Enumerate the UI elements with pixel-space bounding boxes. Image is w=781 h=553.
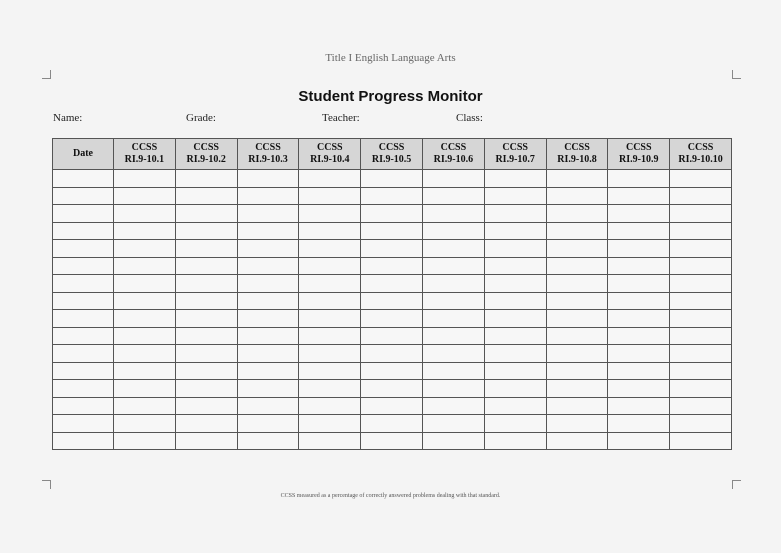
score-cell[interactable] <box>114 415 176 433</box>
standard-code-label: RI.9-10.9 <box>619 154 659 165</box>
score-cell[interactable] <box>114 187 176 205</box>
score-cell[interactable] <box>422 397 484 415</box>
date-cell[interactable] <box>53 240 114 258</box>
date-cell[interactable] <box>53 310 114 328</box>
table-row <box>53 222 732 240</box>
score-cell[interactable] <box>422 170 484 188</box>
score-cell[interactable] <box>546 240 608 258</box>
score-cell[interactable] <box>546 397 608 415</box>
table-row <box>53 257 732 275</box>
score-cell[interactable] <box>484 222 546 240</box>
date-cell[interactable] <box>53 187 114 205</box>
score-cell[interactable] <box>237 222 299 240</box>
score-cell[interactable] <box>175 240 237 258</box>
standard-code-label: RI.9-10.5 <box>371 154 412 165</box>
footer-note: CCSS measured as a percentage of correctly answered problems dealing with that standard. <box>280 493 501 499</box>
name-field-label: Name: <box>53 112 83 124</box>
score-cell[interactable] <box>608 397 670 415</box>
score-cell[interactable] <box>175 275 237 293</box>
score-cell[interactable] <box>175 327 237 345</box>
score-cell[interactable] <box>175 257 237 275</box>
standard-code-label: RI.9-10.7 <box>495 154 535 165</box>
score-cell[interactable] <box>670 292 732 310</box>
score-cell[interactable] <box>608 345 670 363</box>
score-cell[interactable] <box>670 362 732 380</box>
date-cell[interactable] <box>53 205 114 223</box>
standard-column-header <box>237 139 299 170</box>
date-cell[interactable] <box>53 275 114 293</box>
score-cell[interactable] <box>422 240 484 258</box>
score-cell[interactable] <box>670 397 732 415</box>
score-cell[interactable] <box>608 170 670 188</box>
standard-column-header <box>422 139 484 170</box>
score-cell[interactable] <box>361 327 423 345</box>
score-cell[interactable] <box>608 205 670 223</box>
standard-code-label: RI.9-10.2 <box>186 154 226 165</box>
score-cell[interactable] <box>422 222 484 240</box>
score-cell[interactable] <box>670 310 732 328</box>
score-cell[interactable] <box>422 345 484 363</box>
standard-prefix-label: CCSS <box>193 142 219 153</box>
date-cell[interactable] <box>53 397 114 415</box>
score-cell[interactable] <box>114 170 176 188</box>
score-cell[interactable] <box>175 292 237 310</box>
score-cell[interactable] <box>299 327 361 345</box>
score-cell[interactable] <box>361 292 423 310</box>
table-row <box>53 415 732 433</box>
table-row <box>53 240 732 258</box>
score-cell[interactable] <box>546 345 608 363</box>
score-cell[interactable] <box>237 257 299 275</box>
score-cell[interactable] <box>175 380 237 398</box>
standard-prefix-label: CCSS <box>440 142 467 153</box>
score-cell[interactable] <box>237 362 299 380</box>
score-cell[interactable] <box>175 170 237 188</box>
score-cell[interactable] <box>608 240 670 258</box>
date-cell[interactable] <box>53 257 114 275</box>
score-cell[interactable] <box>299 310 361 328</box>
standard-code-label: RI.9-10.1 <box>124 154 165 165</box>
score-cell[interactable] <box>237 380 299 398</box>
table-row <box>53 170 732 188</box>
score-cell[interactable] <box>114 397 176 415</box>
score-cell[interactable] <box>546 222 608 240</box>
score-cell[interactable] <box>670 275 732 293</box>
score-cell[interactable] <box>361 345 423 363</box>
standard-code-label: RI.9-10.3 <box>248 154 288 165</box>
standard-code-label: RI.9-10.6 <box>433 154 474 165</box>
table-body <box>53 170 732 450</box>
score-cell[interactable] <box>361 222 423 240</box>
score-cell[interactable] <box>608 275 670 293</box>
score-cell[interactable] <box>546 187 608 205</box>
score-cell[interactable] <box>114 222 176 240</box>
score-cell[interactable] <box>422 327 484 345</box>
score-cell[interactable] <box>299 275 361 293</box>
score-cell[interactable] <box>608 415 670 433</box>
score-cell[interactable] <box>484 380 546 398</box>
score-cell[interactable] <box>670 205 732 223</box>
score-cell[interactable] <box>670 240 732 258</box>
score-cell[interactable] <box>114 257 176 275</box>
score-cell[interactable] <box>484 362 546 380</box>
score-cell[interactable] <box>361 205 423 223</box>
score-cell[interactable] <box>546 362 608 380</box>
standard-code-label: RI.9-10.8 <box>557 154 597 165</box>
crop-mark-bottom-left <box>42 480 51 489</box>
score-cell[interactable] <box>175 415 237 433</box>
date-cell[interactable] <box>53 170 114 188</box>
table-row <box>53 362 732 380</box>
table-row <box>53 345 732 363</box>
score-cell[interactable] <box>546 327 608 345</box>
score-cell[interactable] <box>361 170 423 188</box>
standard-column-header <box>608 139 670 170</box>
score-cell[interactable] <box>361 187 423 205</box>
table-row <box>53 327 732 345</box>
table-row <box>53 187 732 205</box>
score-cell[interactable] <box>422 415 484 433</box>
score-cell[interactable] <box>114 205 176 223</box>
score-cell[interactable] <box>608 310 670 328</box>
date-cell[interactable] <box>53 292 114 310</box>
class-field-label: Class: <box>456 112 483 124</box>
score-cell[interactable] <box>546 292 608 310</box>
score-cell[interactable] <box>670 345 732 363</box>
score-cell[interactable] <box>422 292 484 310</box>
score-cell[interactable] <box>237 415 299 433</box>
score-cell[interactable] <box>299 432 361 450</box>
score-cell[interactable] <box>299 257 361 275</box>
score-cell[interactable] <box>546 432 608 450</box>
score-cell[interactable] <box>299 205 361 223</box>
score-cell[interactable] <box>361 397 423 415</box>
score-cell[interactable] <box>299 222 361 240</box>
page-title: Student Progress Monitor <box>298 88 483 105</box>
table-row <box>53 380 732 398</box>
score-cell[interactable] <box>670 432 732 450</box>
score-cell[interactable] <box>237 187 299 205</box>
score-cell[interactable] <box>608 222 670 240</box>
score-cell[interactable] <box>484 292 546 310</box>
table-row <box>53 292 732 310</box>
score-cell[interactable] <box>608 362 670 380</box>
crop-mark-top-left <box>42 70 51 79</box>
score-cell[interactable] <box>422 362 484 380</box>
score-cell[interactable] <box>546 257 608 275</box>
standard-column-header <box>114 139 176 170</box>
score-cell[interactable] <box>608 327 670 345</box>
score-cell[interactable] <box>299 362 361 380</box>
score-cell[interactable] <box>175 222 237 240</box>
score-cell[interactable] <box>670 415 732 433</box>
score-cell[interactable] <box>114 345 176 363</box>
score-cell[interactable] <box>361 310 423 328</box>
score-cell[interactable] <box>237 292 299 310</box>
score-cell[interactable] <box>237 310 299 328</box>
score-cell[interactable] <box>422 257 484 275</box>
standard-column-header <box>361 139 423 170</box>
grade-field-label: Grade: <box>186 112 216 124</box>
score-cell[interactable] <box>114 432 176 450</box>
standard-prefix-label: CCSS <box>131 142 158 153</box>
score-cell[interactable] <box>670 187 732 205</box>
standard-column-header <box>175 139 237 170</box>
score-cell[interactable] <box>484 432 546 450</box>
standard-prefix-label: CCSS <box>687 142 714 153</box>
score-cell[interactable] <box>237 327 299 345</box>
score-cell[interactable] <box>670 170 732 188</box>
score-cell[interactable] <box>422 310 484 328</box>
score-cell[interactable] <box>237 240 299 258</box>
score-cell[interactable] <box>484 327 546 345</box>
score-cell[interactable] <box>546 310 608 328</box>
score-cell[interactable] <box>237 397 299 415</box>
score-cell[interactable] <box>175 310 237 328</box>
standard-prefix-label: CCSS <box>625 142 652 153</box>
score-cell[interactable] <box>484 275 546 293</box>
standard-code-label: RI.9-10.4 <box>310 154 350 165</box>
score-cell[interactable] <box>484 397 546 415</box>
table-row <box>53 205 732 223</box>
standard-code-label: RI.9-10.10 <box>678 154 723 165</box>
score-cell[interactable] <box>670 380 732 398</box>
score-cell[interactable] <box>608 380 670 398</box>
score-cell[interactable] <box>361 275 423 293</box>
score-cell[interactable] <box>299 415 361 433</box>
date-cell[interactable] <box>53 327 114 345</box>
score-cell[interactable] <box>114 240 176 258</box>
document-header-title: Title I English Language Arts <box>325 52 456 64</box>
standard-column-header <box>546 139 608 170</box>
score-cell[interactable] <box>361 362 423 380</box>
score-cell[interactable] <box>237 275 299 293</box>
score-cell[interactable] <box>546 380 608 398</box>
score-cell[interactable] <box>670 222 732 240</box>
score-cell[interactable] <box>546 205 608 223</box>
score-cell[interactable] <box>422 380 484 398</box>
standard-column-header <box>299 139 361 170</box>
date-column-header: Date <box>53 139 114 170</box>
score-cell[interactable] <box>361 240 423 258</box>
date-cell[interactable] <box>53 362 114 380</box>
score-cell[interactable] <box>299 380 361 398</box>
standard-prefix-label: CCSS <box>255 142 281 153</box>
date-cell[interactable] <box>53 432 114 450</box>
standard-prefix-label: CCSS <box>564 142 590 153</box>
score-cell[interactable] <box>422 187 484 205</box>
score-cell[interactable] <box>670 257 732 275</box>
score-cell[interactable] <box>484 257 546 275</box>
score-cell[interactable] <box>299 187 361 205</box>
table-row <box>53 275 732 293</box>
score-cell[interactable] <box>361 380 423 398</box>
crop-mark-bottom-right <box>732 480 741 489</box>
score-cell[interactable] <box>484 310 546 328</box>
score-cell[interactable] <box>608 432 670 450</box>
table-row <box>53 432 732 450</box>
score-cell[interactable] <box>299 397 361 415</box>
score-cell[interactable] <box>422 275 484 293</box>
score-cell[interactable] <box>175 362 237 380</box>
score-cell[interactable] <box>114 362 176 380</box>
score-cell[interactable] <box>237 432 299 450</box>
standard-column-header <box>484 139 546 170</box>
table-row <box>53 310 732 328</box>
score-cell[interactable] <box>546 170 608 188</box>
progress-table <box>52 138 732 450</box>
score-cell[interactable] <box>114 310 176 328</box>
score-cell[interactable] <box>608 257 670 275</box>
score-cell[interactable] <box>361 432 423 450</box>
score-cell[interactable] <box>608 292 670 310</box>
score-cell[interactable] <box>484 240 546 258</box>
score-cell[interactable] <box>114 380 176 398</box>
score-cell[interactable] <box>114 327 176 345</box>
date-cell[interactable] <box>53 222 114 240</box>
score-cell[interactable] <box>484 205 546 223</box>
standard-prefix-label: CCSS <box>317 142 343 153</box>
score-cell[interactable] <box>299 240 361 258</box>
table-header-row <box>53 139 732 170</box>
score-cell[interactable] <box>237 170 299 188</box>
standard-prefix-label: CCSS <box>502 142 528 153</box>
teacher-field-label: Teacher: <box>322 112 360 124</box>
score-cell[interactable] <box>175 432 237 450</box>
score-cell[interactable] <box>175 205 237 223</box>
score-cell[interactable] <box>114 275 176 293</box>
score-cell[interactable] <box>361 415 423 433</box>
score-cell[interactable] <box>175 187 237 205</box>
standard-prefix-label: CCSS <box>378 142 405 153</box>
score-cell[interactable] <box>546 415 608 433</box>
score-cell[interactable] <box>299 170 361 188</box>
score-cell[interactable] <box>299 292 361 310</box>
date-cell[interactable] <box>53 415 114 433</box>
crop-mark-top-right <box>732 70 741 79</box>
table-row <box>53 397 732 415</box>
score-cell[interactable] <box>484 187 546 205</box>
date-cell[interactable] <box>53 345 114 363</box>
score-cell[interactable] <box>237 205 299 223</box>
score-cell[interactable] <box>175 397 237 415</box>
date-cell[interactable] <box>53 380 114 398</box>
score-cell[interactable] <box>299 345 361 363</box>
score-cell[interactable] <box>114 292 176 310</box>
score-cell[interactable] <box>422 432 484 450</box>
score-cell[interactable] <box>361 257 423 275</box>
score-cell[interactable] <box>175 345 237 363</box>
score-cell[interactable] <box>237 345 299 363</box>
score-cell[interactable] <box>484 170 546 188</box>
score-cell[interactable] <box>422 205 484 223</box>
standard-column-header <box>670 139 732 170</box>
score-cell[interactable] <box>484 345 546 363</box>
score-cell[interactable] <box>546 275 608 293</box>
score-cell[interactable] <box>484 415 546 433</box>
score-cell[interactable] <box>608 187 670 205</box>
score-cell[interactable] <box>670 327 732 345</box>
